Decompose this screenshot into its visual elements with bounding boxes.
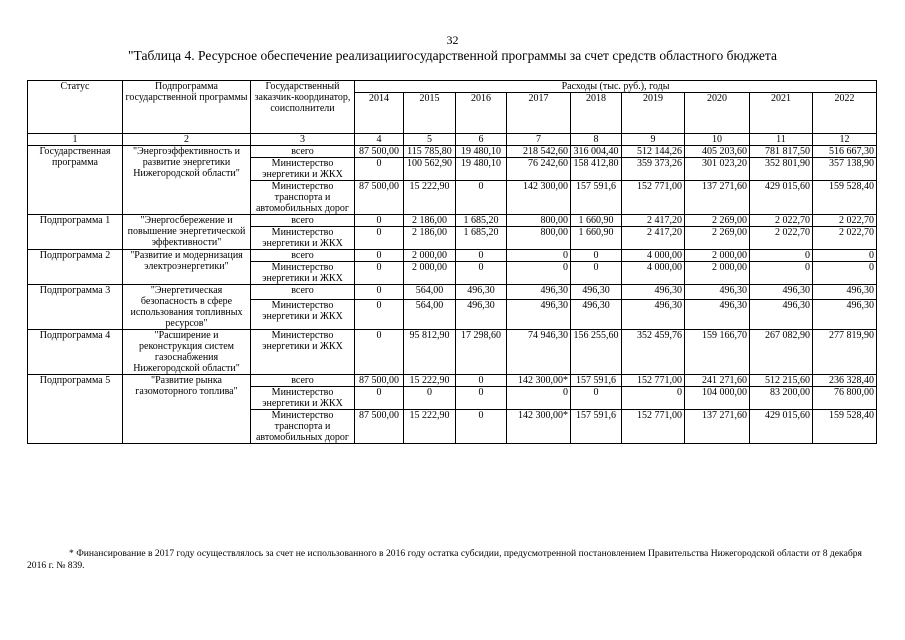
value-cell: 15 222,90 bbox=[404, 181, 456, 215]
value-cell: 359 373,26 bbox=[622, 158, 685, 181]
value-cell: 564,00 bbox=[404, 285, 456, 300]
header-year: 2016 bbox=[456, 93, 507, 134]
value-cell: 0 bbox=[571, 387, 622, 410]
value-cell: 2 269,00 bbox=[685, 227, 750, 250]
column-number: 5 bbox=[404, 134, 456, 146]
value-cell: 2 417,20 bbox=[622, 227, 685, 250]
subprogram-cell: "Энергетическая безопасность в сфере использования топливных ресурсов" bbox=[123, 285, 251, 330]
value-cell: 0 bbox=[456, 181, 507, 215]
value-cell: 0 bbox=[507, 387, 571, 410]
executor-cell: Министерство энергетики и ЖКХ bbox=[251, 158, 355, 181]
value-cell: 76 242,60 bbox=[507, 158, 571, 181]
column-number: 4 bbox=[355, 134, 404, 146]
value-cell: 496,30 bbox=[813, 285, 877, 300]
executor-cell: всего bbox=[251, 375, 355, 387]
footnote-text: * Финансирование в 2017 году осуществлялось за счет не использованного в 2016 году остатка субсидии, предусмотренной постановлением Правительства Нижегородской области от 8 декабря 2016 г. № 839. bbox=[27, 548, 862, 571]
value-cell: 159 528,40 bbox=[813, 181, 877, 215]
value-cell: 0 bbox=[456, 250, 507, 262]
value-cell: 0 bbox=[355, 215, 404, 227]
value-cell: 496,30 bbox=[456, 285, 507, 300]
value-cell: 0 bbox=[355, 262, 404, 285]
value-cell: 496,30 bbox=[622, 300, 685, 330]
table-row bbox=[28, 250, 877, 262]
value-cell: 2 000,00 bbox=[685, 262, 750, 285]
value-cell: 0 bbox=[456, 262, 507, 285]
executor-cell: Министерство энергетики и ЖКХ bbox=[251, 387, 355, 410]
value-cell: 496,30 bbox=[813, 300, 877, 330]
status-cell: Подпрограмма 5 bbox=[28, 375, 123, 444]
status-cell: Подпрограмма 2 bbox=[28, 250, 123, 285]
column-number: 10 bbox=[685, 134, 750, 146]
value-cell: 0 bbox=[456, 410, 507, 444]
executor-cell: Министерство энергетики и ЖКХ bbox=[251, 300, 355, 330]
value-cell: 496,30 bbox=[507, 300, 571, 330]
value-cell: 800,00 bbox=[507, 215, 571, 227]
value-cell: 496,30 bbox=[456, 300, 507, 330]
value-cell: 496,30 bbox=[622, 285, 685, 300]
value-cell: 2 186,00 bbox=[404, 215, 456, 227]
value-cell: 87 500,00 bbox=[355, 181, 404, 215]
value-cell: 0 bbox=[355, 250, 404, 262]
value-cell: 87 500,00 bbox=[355, 146, 404, 158]
column-numbers-row bbox=[28, 134, 877, 146]
value-cell: 156 255,60 bbox=[571, 330, 622, 375]
value-cell: 0 bbox=[404, 387, 456, 410]
resource-table bbox=[27, 80, 877, 444]
executor-cell: всего bbox=[251, 250, 355, 262]
value-cell: 2 417,20 bbox=[622, 215, 685, 227]
column-number: 8 bbox=[571, 134, 622, 146]
value-cell: 87 500,00 bbox=[355, 410, 404, 444]
value-cell: 4 000,00 bbox=[622, 262, 685, 285]
value-cell: 15 222,90 bbox=[404, 410, 456, 444]
value-cell: 19 480,10 bbox=[456, 158, 507, 181]
value-cell: 1 660,90 bbox=[571, 227, 622, 250]
value-cell: 2 000,00 bbox=[404, 262, 456, 285]
column-number: 2 bbox=[123, 134, 251, 146]
column-number: 3 bbox=[251, 134, 355, 146]
value-cell: 0 bbox=[456, 387, 507, 410]
value-cell: 429 015,60 bbox=[750, 410, 813, 444]
value-cell: 17 298,60 bbox=[456, 330, 507, 375]
value-cell: 1 685,20 bbox=[456, 215, 507, 227]
value-cell: 19 480,10 bbox=[456, 146, 507, 158]
value-cell: 2 000,00 bbox=[404, 250, 456, 262]
value-cell: 218 542,60 bbox=[507, 146, 571, 158]
subprogram-cell: "Развитие и модернизация электроэнергетики" bbox=[123, 250, 251, 285]
value-cell: 241 271,60 bbox=[685, 375, 750, 387]
header-year: 2014 bbox=[355, 93, 404, 134]
value-cell: 0 bbox=[456, 375, 507, 387]
value-cell: 142 300,00* bbox=[507, 410, 571, 444]
value-cell: 152 771,00 bbox=[622, 181, 685, 215]
subprogram-cell: "Энергоэффективность и развитие энергетики Нижегородской области" bbox=[123, 146, 251, 215]
value-cell: 1 660,90 bbox=[571, 215, 622, 227]
value-cell: 2 269,00 bbox=[685, 215, 750, 227]
column-number: 11 bbox=[750, 134, 813, 146]
header-year: 2015 bbox=[404, 93, 456, 134]
status-cell: Подпрограмма 3 bbox=[28, 285, 123, 330]
value-cell: 496,30 bbox=[750, 300, 813, 330]
table-row bbox=[28, 285, 877, 300]
value-cell: 152 771,00 bbox=[622, 375, 685, 387]
value-cell: 0 bbox=[622, 387, 685, 410]
executor-cell: Министерство энергетики и ЖКХ bbox=[251, 227, 355, 250]
value-cell: 236 328,40 bbox=[813, 375, 877, 387]
value-cell: 157 591,6 bbox=[571, 410, 622, 444]
table-row bbox=[28, 215, 877, 227]
value-cell: 0 bbox=[355, 387, 404, 410]
value-cell: 357 138,90 bbox=[813, 158, 877, 181]
value-cell: 301 023,20 bbox=[685, 158, 750, 181]
header-year: 2018 bbox=[571, 93, 622, 134]
subprogram-cell: "Энергосбережение и повышение энергетической эффективности" bbox=[123, 215, 251, 250]
subprogram-cell: "Расширение и реконструкция систем газоснабжения Нижегородской области" bbox=[123, 330, 251, 375]
page-number: 32 bbox=[446, 33, 459, 47]
value-cell: 142 300,00 bbox=[507, 181, 571, 215]
value-cell: 0 bbox=[571, 262, 622, 285]
column-number: 9 bbox=[622, 134, 685, 146]
value-cell: 496,30 bbox=[571, 300, 622, 330]
table-row bbox=[28, 330, 877, 375]
value-cell: 0 bbox=[355, 158, 404, 181]
status-cell: Подпрограмма 1 bbox=[28, 215, 123, 250]
value-cell: 152 771,00 bbox=[622, 410, 685, 444]
value-cell: 142 300,00* bbox=[507, 375, 571, 387]
table-title: "Таблица 4. Ресурсное обеспечение реализациигосударственной программы за счет средств областного бюджета bbox=[128, 48, 777, 63]
header-customer: Государственный заказчик-координатор, соисполнители bbox=[251, 81, 355, 134]
value-cell: 115 785,80 bbox=[404, 146, 456, 158]
column-number: 7 bbox=[507, 134, 571, 146]
value-cell: 158 412,80 bbox=[571, 158, 622, 181]
value-cell: 512 144,26 bbox=[622, 146, 685, 158]
value-cell: 2 022,70 bbox=[750, 227, 813, 250]
value-cell: 496,30 bbox=[507, 285, 571, 300]
value-cell: 2 022,70 bbox=[813, 227, 877, 250]
executor-cell: Министерство транспорта и автомобильных дорог bbox=[251, 181, 355, 215]
value-cell: 429 015,60 bbox=[750, 181, 813, 215]
value-cell: 352 801,90 bbox=[750, 158, 813, 181]
value-cell: 15 222,90 bbox=[404, 375, 456, 387]
value-cell: 496,30 bbox=[685, 300, 750, 330]
header-subprogram: Подпрограмма государственной программы bbox=[123, 81, 251, 134]
value-cell: 800,00 bbox=[507, 227, 571, 250]
value-cell: 0 bbox=[355, 227, 404, 250]
value-cell: 496,30 bbox=[750, 285, 813, 300]
table-row bbox=[28, 146, 877, 158]
value-cell: 2 022,70 bbox=[750, 215, 813, 227]
executor-cell: Министерство транспорта и автомобильных дорог bbox=[251, 410, 355, 444]
value-cell: 137 271,60 bbox=[685, 181, 750, 215]
executor-cell: всего bbox=[251, 285, 355, 300]
column-number: 1 bbox=[28, 134, 123, 146]
status-cell: Подпрограмма 4 bbox=[28, 330, 123, 375]
subprogram-cell: "Развитие рынка газомоторного топлива" bbox=[123, 375, 251, 444]
value-cell: 0 bbox=[355, 285, 404, 300]
value-cell: 0 bbox=[813, 250, 877, 262]
header-year: 2021 bbox=[750, 93, 813, 134]
executor-cell: Министерство энергетики и ЖКХ bbox=[251, 262, 355, 285]
executor-cell: всего bbox=[251, 215, 355, 227]
value-cell: 496,30 bbox=[685, 285, 750, 300]
value-cell: 74 946,30 bbox=[507, 330, 571, 375]
footnote bbox=[27, 548, 876, 572]
value-cell: 2 186,00 bbox=[404, 227, 456, 250]
header-year: 2020 bbox=[685, 93, 750, 134]
value-cell: 157 591,6 bbox=[571, 181, 622, 215]
table-row bbox=[28, 375, 877, 387]
header-status: Статус bbox=[28, 81, 123, 134]
value-cell: 0 bbox=[355, 330, 404, 375]
value-cell: 496,30 bbox=[571, 285, 622, 300]
value-cell: 512 215,60 bbox=[750, 375, 813, 387]
header-year: 2019 bbox=[622, 93, 685, 134]
executor-cell: Министерство энергетики и ЖКХ bbox=[251, 330, 355, 375]
value-cell: 267 082,90 bbox=[750, 330, 813, 375]
value-cell: 137 271,60 bbox=[685, 410, 750, 444]
value-cell: 564,00 bbox=[404, 300, 456, 330]
value-cell: 405 203,60 bbox=[685, 146, 750, 158]
value-cell: 83 200,00 bbox=[750, 387, 813, 410]
value-cell: 87 500,00 bbox=[355, 375, 404, 387]
column-number: 6 bbox=[456, 134, 507, 146]
column-number: 12 bbox=[813, 134, 877, 146]
value-cell: 516 667,30 bbox=[813, 146, 877, 158]
value-cell: 0 bbox=[355, 300, 404, 330]
value-cell: 104 000,00 bbox=[685, 387, 750, 410]
header-year: 2017 bbox=[507, 93, 571, 134]
value-cell: 352 459,76 bbox=[622, 330, 685, 375]
value-cell: 2 000,00 bbox=[685, 250, 750, 262]
value-cell: 2 022,70 bbox=[813, 215, 877, 227]
executor-cell: всего bbox=[251, 146, 355, 158]
value-cell: 95 812,90 bbox=[404, 330, 456, 375]
value-cell: 100 562,90 bbox=[404, 158, 456, 181]
value-cell: 781 817,50 bbox=[750, 146, 813, 158]
value-cell: 277 819,90 bbox=[813, 330, 877, 375]
header-expenses: Расходы (тыс. руб.), годы bbox=[355, 81, 877, 93]
value-cell: 159 528,40 bbox=[813, 410, 877, 444]
value-cell: 76 800,00 bbox=[813, 387, 877, 410]
header-year: 2022 bbox=[813, 93, 877, 134]
value-cell: 316 004,40 bbox=[571, 146, 622, 158]
value-cell: 0 bbox=[507, 250, 571, 262]
value-cell: 159 166,70 bbox=[685, 330, 750, 375]
header-row bbox=[28, 81, 877, 93]
value-cell: 4 000,00 bbox=[622, 250, 685, 262]
value-cell: 0 bbox=[750, 262, 813, 285]
value-cell: 0 bbox=[813, 262, 877, 285]
value-cell: 1 685,20 bbox=[456, 227, 507, 250]
value-cell: 157 591,6 bbox=[571, 375, 622, 387]
status-cell: Государственная программа bbox=[28, 146, 123, 215]
value-cell: 0 bbox=[507, 262, 571, 285]
value-cell: 0 bbox=[571, 250, 622, 262]
value-cell: 0 bbox=[750, 250, 813, 262]
